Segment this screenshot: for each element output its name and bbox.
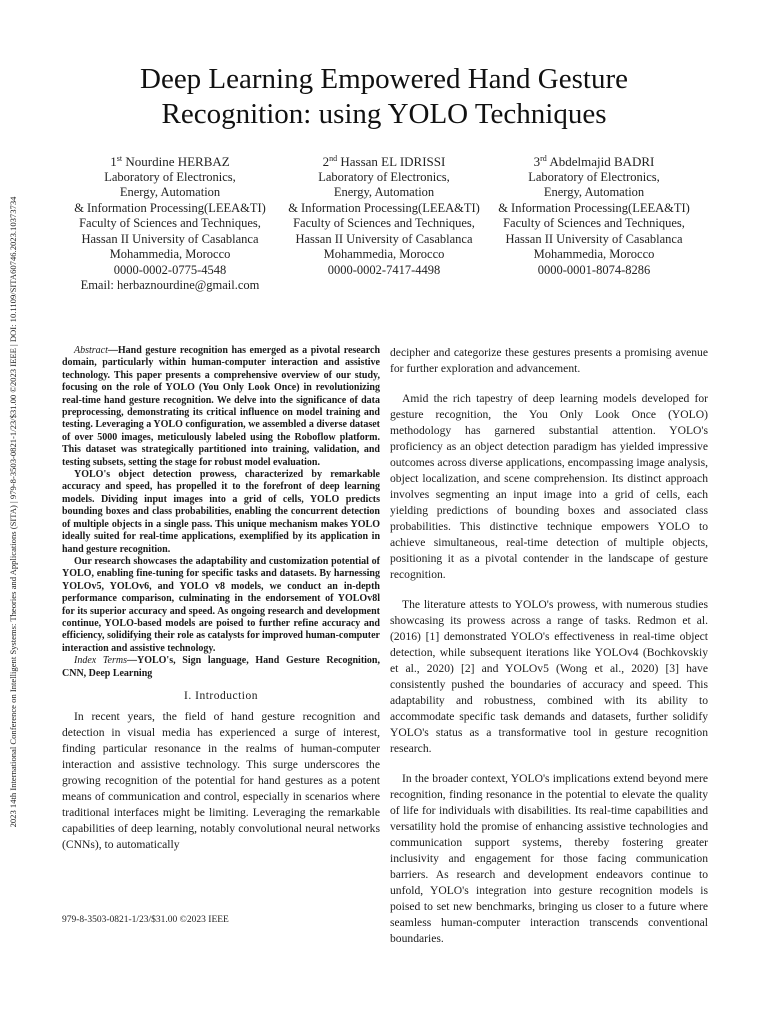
author-3 [484,154,704,278]
intro-paragraph: In recent years, the field of hand gesture recognition and detection in visual media has experienced a surge of interest, finding particular resonance in the realms of human-computer interaction and assistive technology. This surge underscores the growing recognition of the potential for hand gestures as a potent means of communication and control, especially in scenarios where traditional interfaces might be limiting. Leveraging the remarkable capabilities of deep learning, notably convolutional neural networks (CNNs), to automatically [62,710,380,852]
author-3-orcid: 0000-0001-8074-8286 [537,262,651,277]
author-3-affiliation-line: Laboratory of Electronics, [528,169,660,184]
author-1-orcid: 0000-0002-0775-4548 [113,262,227,277]
author-2-ordinal-suffix: nd [329,154,338,163]
abstract-text: —Hand gesture recognition has emerged as a pivotal research domain, particularly within human-computer interaction and assistive technology. This paper presents a comprehensive overview of our study, focusing on the role of YOLO (You Only Look Once) in revolutionizing real-time hand gesture recognition. We delve into the significance of data preprocessing, demonstrating its critical influence on model training and testing. Leveraging a YOLO configuration, we assembled a diverse dataset of over 5000 images, meticulously labeled using the Roboflow platform. This dataset was strategically partitioned into training, validation, and testing subsets, setting the stage for robust model evaluation. [62,345,380,468]
author-2-affiliation-line: Energy, Automation [333,185,435,199]
author-2-affiliation-line: Faculty of Sciences and Techniques, [293,216,475,230]
author-1-affiliation-line: Hassan II University of Casablanca [81,231,259,246]
author-3-ordinal: 3 [533,154,541,169]
author-1 [60,154,280,294]
author-1-affiliation-line: Mohammedia, Morocco [109,247,231,261]
author-2-orcid: 0000-0002-7417-4498 [327,262,441,277]
author-3-affiliation-line: Faculty of Sciences and Techniques, [503,216,685,230]
body-paragraph: decipher and categorize these gestures presents a promising avenue for further exploration and advancement. [390,346,708,375]
author-1-name: Nourdine HERBAZ [125,154,230,169]
author-1-name-line [60,154,280,170]
author-3-name: Abdelmajid BADRI [549,154,655,169]
index-terms [62,655,380,680]
author-2 [274,154,494,278]
abstract-label: Abstract [74,345,108,356]
author-3-affiliation-line: & Information Processing(LEEA&TI) [498,200,690,215]
author-1-affiliation-line: & Information Processing(LEEA&TI) [74,200,266,215]
author-1-affiliation-line: Faculty of Sciences and Techniques, [79,216,261,230]
index-terms-text: —YOLO's, Sign language, Hand Gesture Recognition, CNN, Deep Learning [62,655,380,679]
author-3-affiliation-line: Energy, Automation [543,185,645,199]
author-1-affiliation-line: Laboratory of Electronics, [104,169,236,184]
author-1-ordinal-suffix: st [116,154,123,163]
author-3-ordinal-suffix: rd [540,154,547,163]
right-column [390,345,708,961]
copyright-footer: 979-8-3503-0821-1/23/$31.00 ©2023 IEEE [62,915,229,925]
index-terms-label: Index Terms [74,655,127,667]
paper-title: Deep Learning Empowered Hand Gesture Recognition: using YOLO Techniques [140,63,628,130]
body-paragraph: Amid the rich tapestry of deep learning models developed for gesture recognition, the You Only Look Once (YOLO) methodology has garnered substantial attention. YOLO's proficiency as an object detection paradigm has yielded impressive outcomes across diverse applications, encompassing image analysis, object localization, and scene comprehension. Its distinct approach involves segmenting an input image into a grid of cells, each yielding predictions of bounding boxes and associated class probabilities. This distinctive technique empowers YOLO to achieve simultaneous, real-time detection of multiple objects, positioning it as a pivotal contender in the landscape of gesture recognition. [390,392,708,581]
author-2-name-line [274,154,494,170]
section-heading-introduction: I. Introduction [184,689,258,702]
left-column [62,345,380,853]
author-3-affiliation-line: Hassan II University of Casablanca [505,231,683,246]
author-2-name: Hassan EL IDRISSI [340,154,446,169]
abstract-paragraph: Our research showcases the adaptability and customization potential of YOLO, enabling fine-tuning for specific tasks and datasets. By harnessing YOLOv5, YOLOv6, and YOLO v8 models, we conduct an in-depth performance comparison, culminating in the endorsement of YOLOv8l for its superior accuracy and speed. As ongoing research and development continue, YOLO-based models are poised to further refine accuracy and efficiency, solidifying their role as catalysts for improved human-computer interaction and assistive technology. [62,555,380,654]
author-1-affiliation-line: Energy, Automation [119,185,221,199]
author-3-affiliation-line: Mohammedia, Morocco [533,247,655,261]
body-paragraph: In the broader context, YOLO's implications extend beyond mere recognition, finding resonance in the potential to elevate the quality of life for individuals with disabilities. Its real-time capabilities and versatility hold the promise of enhancing assistive technologies and communication support systems, thereby fostering greater inclusivity and engagement for those facing communication barriers. As research and development endeavors continue to unfold, YOLO's integration into gesture recognition models is poised to set new benchmarks, bringing us closer to a future where seamless human-computer interaction transcends conventional boundaries. [390,772,708,945]
abstract-paragraph: YOLO's object detection prowess, characterized by remarkable accuracy and speed, has propelled it to the forefront of deep learning models. Dividing input images into a grid of cells, YOLO predicts bounding boxes and class probabilities, enabling the concurrent detection of multiple objects in a single pass. This unique mechanism makes YOLO ideally suited for real-time applications, exemplified by its application in hand gesture recognition. [62,469,380,555]
author-1-email: Email: herbaznourdine@gmail.com [80,278,260,292]
author-2-affiliation-line: Hassan II University of Casablanca [295,231,473,246]
author-2-affiliation-line: Laboratory of Electronics, [318,169,450,184]
author-2-affiliation-line: & Information Processing(LEEA&TI) [288,200,480,215]
abstract-paragraph [62,345,380,469]
author-1-ordinal: 1 [110,154,117,169]
body-paragraph: The literature attests to YOLO's prowess, with numerous studies showcasing its prowess across a range of tasks. Redmon et al. (2016) [1] demonstrated YOLO's effectiveness in real-time object detection, while subsequent iterations like YOLOv4 (Bochkovskiy et al., 2020) [2] and YOLOv5 (Wong et al., 2020) [3] have consistently pushed the boundaries of accuracy and speed. This adaptability and robustness, combined with its ability to accommodate specific task demands and datasets, further solidify YOLO's status as a transformative tool in gesture recognition research. [390,598,708,755]
author-2-affiliation-line: Mohammedia, Morocco [323,247,445,261]
doi-sidebar: 2023 14th International Conference on Intelligent Systems: Theories and Applications (SITA) | 979-8-3503-0821-1/23/$31.00 ©2023 IEEE | DOI: 10.1109/SITA60746.2023.10373734 [8,196,18,828]
author-3-name-line [484,154,704,170]
author-2-ordinal: 2 [322,154,330,169]
intro-body [62,709,380,853]
abstract [62,345,380,680]
